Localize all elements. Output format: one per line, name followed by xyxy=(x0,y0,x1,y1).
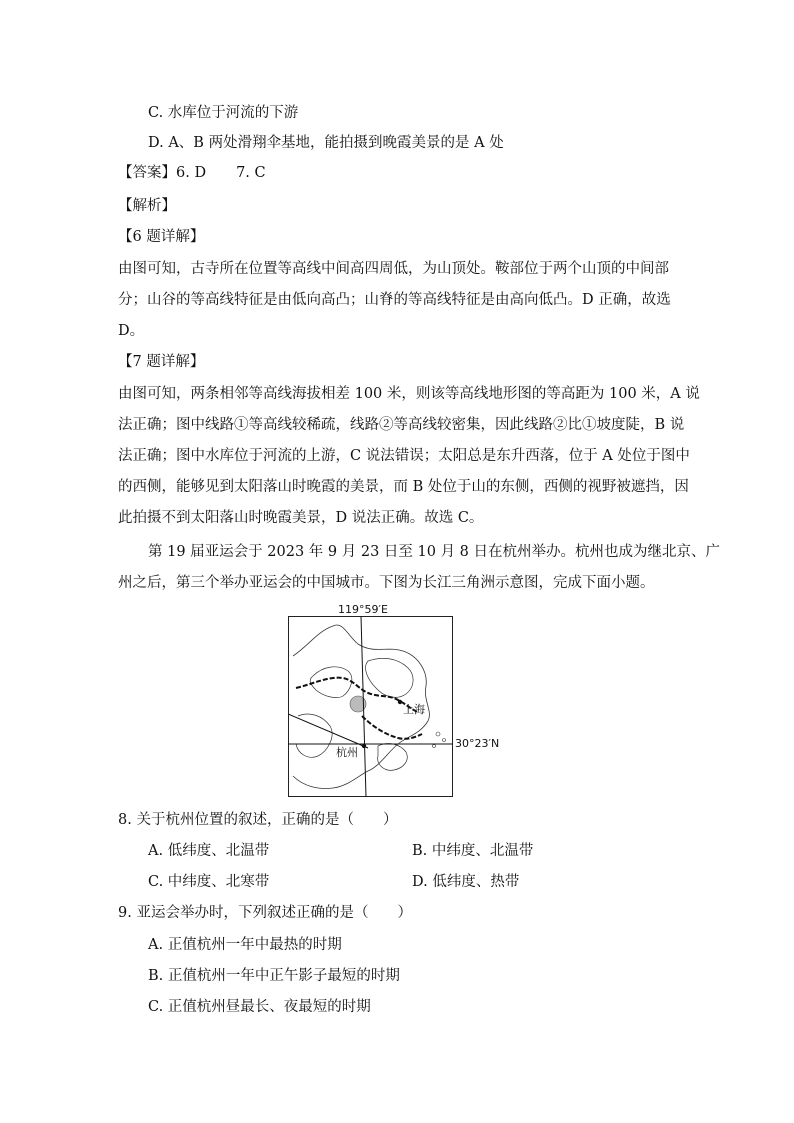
q8-option-c: C. 中纬度、北寒带 xyxy=(148,874,270,890)
q8-option-d: D. 低纬度、热带 xyxy=(412,874,520,890)
q6-detail-line: D。 xyxy=(118,323,145,339)
q7-detail-label: 【7 题详解】 xyxy=(118,354,205,370)
q7-option-d: D. A、B 两处滑翔伞基地，能拍摄到晚霞美景的是 A 处 xyxy=(148,135,504,151)
q8-stem: 8. 关于杭州位置的叙述，正确的是（ ） xyxy=(118,812,398,828)
analysis-label: 【解析】 xyxy=(118,198,176,214)
q9-option-c: C. 正值杭州昼最长、夜最短的时期 xyxy=(148,999,371,1015)
q9-option-b: B. 正值杭州一年中正午影子最短的时期 xyxy=(148,968,400,984)
answer-q7: 7. C xyxy=(236,165,266,181)
latitude-label: 30°23′N xyxy=(455,737,500,750)
hangzhou-label: 杭州 xyxy=(336,746,358,759)
answer-line xyxy=(118,163,266,183)
longitude-label: 119°59′E xyxy=(338,603,388,616)
answer-label: 【答案】 xyxy=(118,165,176,181)
q9-stem: 9. 亚运会举办时，下列叙述正确的是（ ） xyxy=(118,905,412,921)
q7-detail-line: 法正确；图中水库位于河流的上游，C 说法错误；太阳总是东升西落，位于 A 处位于图中 xyxy=(118,448,690,464)
q7-option-c: C. 水库位于河流的下游 xyxy=(148,105,299,121)
q8-option-a: A. 低纬度、北温带 xyxy=(148,843,270,859)
q7-detail-line: 法正确；图中线路①等高线较稀疏，线路②等高线较密集，因此线路②比①坡度陡，B 说 xyxy=(118,417,685,433)
q9-option-a: A. 正值杭州一年中最热的时期 xyxy=(148,937,342,953)
q6-detail-line: 由图可知，古寺所在位置等高线中间高四周低，为山顶处。鞍部位于两个山顶的中间部 xyxy=(118,261,669,277)
q7-detail-line: 此拍摄不到太阳落山时晚霞美景，D 说法正确。故选 C。 xyxy=(118,510,484,526)
q6-detail-line: 分；山谷的等高线特征是由低向高凸；山脊的等高线特征是由高向低凸。D 正确，故选 xyxy=(118,292,671,308)
shanghai-label: 上海 xyxy=(403,703,425,716)
q7-detail-line: 由图可知，两条相邻等高线海拔相差 100 米，则该等高线地形图的等高距为 100 米，A 说 xyxy=(118,386,700,402)
yangtze-delta-map xyxy=(288,616,454,798)
q7-detail-line: 的西侧，能够见到太阳落山时晚霞的美景，而 B 处位于山的东侧，西侧的视野被遮挡，因 xyxy=(118,479,689,495)
intro-line: 州之后，第三个举办亚运会的中国城市。下图为长江三角洲示意图，完成下面小题。 xyxy=(118,575,655,591)
answer-q6: 6. D xyxy=(176,165,207,181)
intro-line: 第 19 届亚运会于 2023 年 9 月 23 日至 10 月 8 日在杭州举办。杭州也成为继北京、广 xyxy=(148,544,721,560)
map-figure xyxy=(288,616,454,798)
q6-detail-label: 【6 题详解】 xyxy=(118,229,205,245)
q8-option-b: B. 中纬度、北温带 xyxy=(412,843,534,859)
